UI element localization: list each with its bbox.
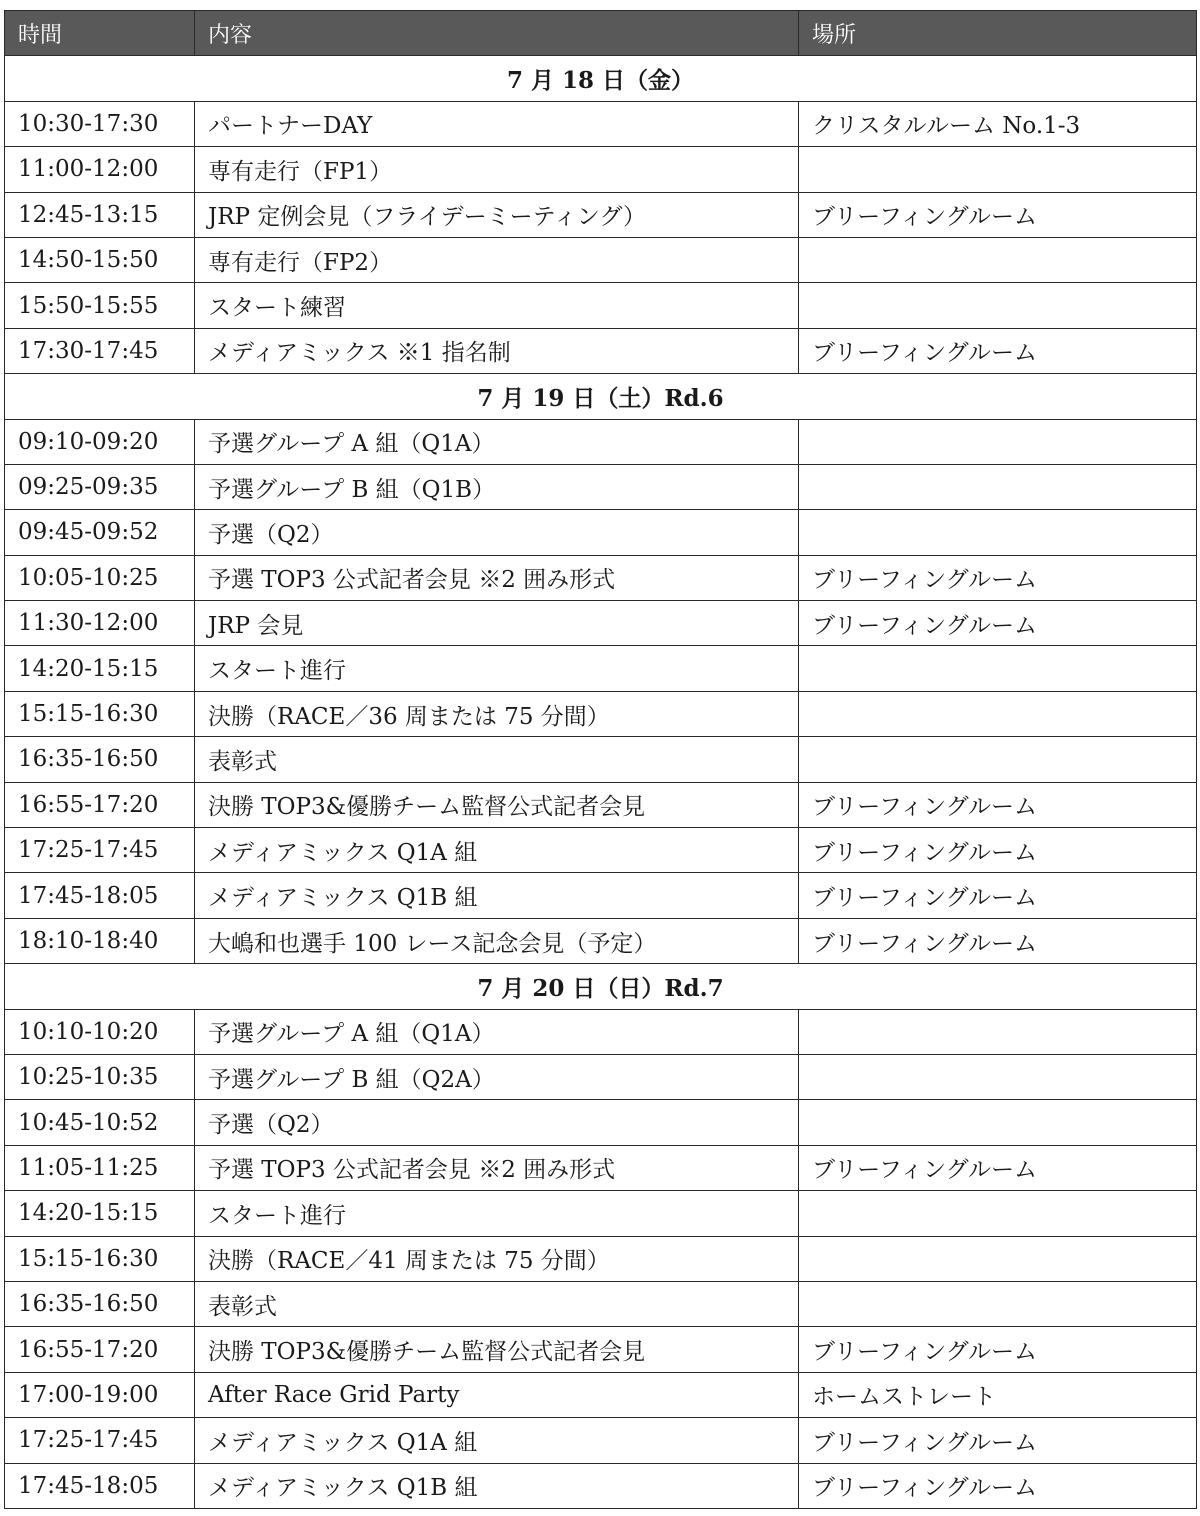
- cell-content: 決勝（RACE／36 周または 75 分間）: [195, 691, 799, 736]
- cell-content: After Race Grid Party: [195, 1372, 799, 1417]
- table-row: [5, 555, 1197, 600]
- table-row: [5, 646, 1197, 691]
- cell-place: [799, 147, 1197, 192]
- cell-content: 決勝 TOP3&優勝チーム監督公式記者会見: [195, 1327, 799, 1372]
- cell-content: スタート進行: [195, 1191, 799, 1236]
- day-header-row: [5, 964, 1197, 1009]
- cell-content: 決勝（RACE／41 周または 75 分間）: [195, 1236, 799, 1281]
- cell-place: [799, 510, 1197, 555]
- cell-place: ブリーフィングルーム: [799, 918, 1197, 963]
- cell-place: ブリーフィングルーム: [799, 1145, 1197, 1190]
- day-label: 7 月 20 日（日）Rd.7: [5, 964, 1197, 1009]
- cell-content: 表彰式: [195, 737, 799, 782]
- cell-time: 16:55-17:20: [5, 782, 195, 827]
- day-label: 7 月 19 日（土）Rd.6: [5, 374, 1197, 419]
- cell-time: 10:10-10:20: [5, 1009, 195, 1054]
- cell-time: 12:45-13:15: [5, 192, 195, 237]
- header-time: 時間: [5, 11, 195, 56]
- cell-place: ブリーフィングルーム: [799, 555, 1197, 600]
- cell-content: 専有走行（FP1）: [195, 147, 799, 192]
- cell-time: 15:15-16:30: [5, 1236, 195, 1281]
- cell-content: 表彰式: [195, 1281, 799, 1326]
- cell-time: 09:25-09:35: [5, 464, 195, 509]
- cell-time: 11:00-12:00: [5, 147, 195, 192]
- header-content: 内容: [195, 11, 799, 56]
- cell-time: 17:30-17:45: [5, 328, 195, 373]
- table-row: [5, 464, 1197, 509]
- table-row: [5, 1100, 1197, 1145]
- day-header-row: [5, 56, 1197, 101]
- cell-time: 15:50-15:55: [5, 283, 195, 328]
- cell-time: 16:35-16:50: [5, 737, 195, 782]
- table-row: [5, 283, 1197, 328]
- cell-time: 17:00-19:00: [5, 1372, 195, 1417]
- cell-time: 10:45-10:52: [5, 1100, 195, 1145]
- cell-content: JRP 会見: [195, 601, 799, 646]
- table-row: [5, 1372, 1197, 1417]
- table-row: [5, 1418, 1197, 1463]
- table-row: [5, 828, 1197, 873]
- cell-content: JRP 定例会見（フライデーミーティング）: [195, 192, 799, 237]
- cell-time: 14:20-15:15: [5, 1191, 195, 1236]
- cell-content: 専有走行（FP2）: [195, 237, 799, 282]
- cell-time: 10:05-10:25: [5, 555, 195, 600]
- table-row: [5, 601, 1197, 646]
- cell-content: メディアミックス Q1A 組: [195, 1418, 799, 1463]
- cell-place: [799, 419, 1197, 464]
- cell-time: 16:35-16:50: [5, 1281, 195, 1326]
- cell-place: ブリーフィングルーム: [799, 828, 1197, 873]
- cell-content: メディアミックス ※1 指名制: [195, 328, 799, 373]
- table-row: [5, 147, 1197, 192]
- cell-content: スタート進行: [195, 646, 799, 691]
- cell-time: 17:45-18:05: [5, 1463, 195, 1508]
- schedule-body: [5, 56, 1197, 1509]
- cell-time: 14:20-15:15: [5, 646, 195, 691]
- cell-place: ブリーフィングルーム: [799, 873, 1197, 918]
- header-place: 場所: [799, 11, 1197, 56]
- cell-place: ブリーフィングルーム: [799, 782, 1197, 827]
- cell-time: 11:30-12:00: [5, 601, 195, 646]
- cell-place: [799, 737, 1197, 782]
- cell-time: 14:50-15:50: [5, 237, 195, 282]
- cell-content: スタート練習: [195, 283, 799, 328]
- cell-content: メディアミックス Q1B 組: [195, 873, 799, 918]
- cell-time: 16:55-17:20: [5, 1327, 195, 1372]
- cell-content: 予選グループ B 組（Q1B）: [195, 464, 799, 509]
- cell-place: [799, 464, 1197, 509]
- cell-content: 予選グループ B 組（Q2A）: [195, 1054, 799, 1099]
- cell-place: ブリーフィングルーム: [799, 1327, 1197, 1372]
- cell-time: 10:25-10:35: [5, 1054, 195, 1099]
- table-row: [5, 1145, 1197, 1190]
- cell-place: [799, 691, 1197, 736]
- cell-place: [799, 1281, 1197, 1326]
- cell-time: 17:25-17:45: [5, 1418, 195, 1463]
- table-row: [5, 737, 1197, 782]
- table-row: [5, 691, 1197, 736]
- cell-place: [799, 1191, 1197, 1236]
- cell-content: メディアミックス Q1A 組: [195, 828, 799, 873]
- cell-time: 09:10-09:20: [5, 419, 195, 464]
- cell-content: 予選（Q2）: [195, 510, 799, 555]
- cell-time: 18:10-18:40: [5, 918, 195, 963]
- cell-place: ブリーフィングルーム: [799, 601, 1197, 646]
- table-row: [5, 328, 1197, 373]
- table-row: [5, 1009, 1197, 1054]
- cell-content: メディアミックス Q1B 組: [195, 1463, 799, 1508]
- cell-content: 予選グループ A 組（Q1A）: [195, 419, 799, 464]
- cell-place: [799, 646, 1197, 691]
- table-row: [5, 101, 1197, 146]
- table-row: [5, 419, 1197, 464]
- table-row: [5, 192, 1197, 237]
- cell-place: ブリーフィングルーム: [799, 1463, 1197, 1508]
- cell-time: 15:15-16:30: [5, 691, 195, 736]
- cell-content: 予選グループ A 組（Q1A）: [195, 1009, 799, 1054]
- cell-place: [799, 1009, 1197, 1054]
- table-row: [5, 237, 1197, 282]
- schedule-table: [4, 10, 1197, 1509]
- table-row: [5, 1463, 1197, 1508]
- cell-time: 17:45-18:05: [5, 873, 195, 918]
- cell-place: ブリーフィングルーム: [799, 192, 1197, 237]
- table-row: [5, 873, 1197, 918]
- cell-place: [799, 283, 1197, 328]
- table-row: [5, 1281, 1197, 1326]
- cell-place: [799, 1054, 1197, 1099]
- cell-place: ブリーフィングルーム: [799, 1418, 1197, 1463]
- cell-place: ホームストレート: [799, 1372, 1197, 1417]
- table-row: [5, 1327, 1197, 1372]
- cell-place: [799, 1236, 1197, 1281]
- table-row: [5, 1054, 1197, 1099]
- cell-time: 09:45-09:52: [5, 510, 195, 555]
- cell-content: 予選 TOP3 公式記者会見 ※2 囲み形式: [195, 1145, 799, 1190]
- cell-place: ブリーフィングルーム: [799, 328, 1197, 373]
- header-row: [5, 11, 1197, 56]
- cell-content: 大嶋和也選手 100 レース記念会見（予定）: [195, 918, 799, 963]
- cell-content: 予選（Q2）: [195, 1100, 799, 1145]
- cell-content: 予選 TOP3 公式記者会見 ※2 囲み形式: [195, 555, 799, 600]
- day-label: 7 月 18 日（金）: [5, 56, 1197, 101]
- cell-time: 10:30-17:30: [5, 101, 195, 146]
- cell-place: クリスタルルーム No.1-3: [799, 101, 1197, 146]
- cell-content: パートナーDAY: [195, 101, 799, 146]
- table-row: [5, 1191, 1197, 1236]
- cell-place: [799, 237, 1197, 282]
- table-row: [5, 1236, 1197, 1281]
- table-row: [5, 782, 1197, 827]
- table-row: [5, 510, 1197, 555]
- cell-time: 17:25-17:45: [5, 828, 195, 873]
- day-header-row: [5, 374, 1197, 419]
- cell-time: 11:05-11:25: [5, 1145, 195, 1190]
- cell-content: 決勝 TOP3&優勝チーム監督公式記者会見: [195, 782, 799, 827]
- table-row: [5, 918, 1197, 963]
- cell-place: [799, 1100, 1197, 1145]
